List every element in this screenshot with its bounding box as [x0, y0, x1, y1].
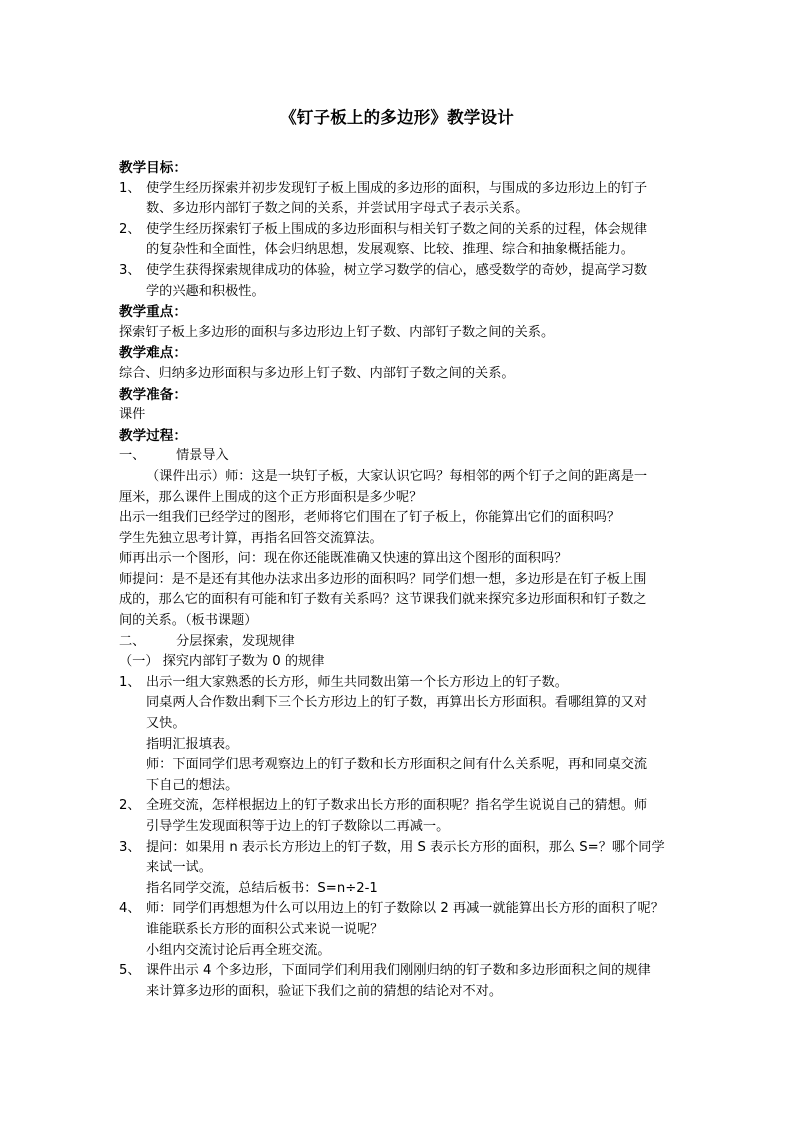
- text-line: 厘米，那么课件上围成的这个正方形面积是多少呢？: [119, 489, 423, 505]
- section-number: 一、: [119, 448, 146, 464]
- subsection-number: （一）: [119, 654, 159, 670]
- item-number: 2、: [119, 221, 141, 237]
- text-line: 使学生经历探索钉子板上围成的多边形面积与相关钉子数之间的关系的过程，体会规律: [146, 221, 648, 237]
- section-heading: [119, 446, 679, 467]
- text-line: 使学生获得探索规律成功的体验，树立学习数学的信心，感受数学的奇妙，提高学习数: [146, 262, 648, 278]
- objective-item: [119, 261, 679, 302]
- document-body: [119, 158, 679, 1002]
- text-line: 使学生经历探索并初步发现钉子板上围成的多边形的面积，与围成的多边形边上的钉子: [146, 180, 648, 196]
- section-number: 二、: [119, 633, 146, 649]
- step-item: [119, 796, 679, 837]
- step-item: [119, 838, 679, 900]
- text-line: 间的关系。（板书课题）: [119, 613, 258, 629]
- item-number: 1、: [119, 180, 141, 196]
- step-item: [119, 899, 679, 961]
- text-line: 提问：如果用 n 表示长方形边上的钉子数，用 S 表示长方形的面积，那么 S=？哪个同学: [146, 839, 665, 855]
- preparation-text: 课件: [119, 407, 146, 423]
- subsection-title: 探究内部钉子数为 0 的规律: [162, 654, 325, 670]
- step-number: 1、: [119, 674, 141, 690]
- process-heading: 教学过程：: [119, 427, 187, 444]
- text-line: 师提问：是不是还有其他办法求出多边形的面积吗？同学们想一想，多边形是在钉子板上围: [119, 571, 647, 587]
- difficulty-text: 综合、归纳多边形面积与多边形上钉子数、内部钉子数之间的关系。: [119, 365, 515, 381]
- section-title: 分层探索，发现规律: [176, 633, 295, 649]
- step-number: 3、: [119, 839, 141, 855]
- text-line: 数、多边形内部钉子数之间的关系，并尝试用字母式子表示关系。: [146, 201, 529, 217]
- text-line: 来计算多边形的面积，验证下我们之前的猜想的结论对不对。: [146, 983, 503, 999]
- difficulty-heading: 教学难点：: [119, 345, 187, 362]
- text-line: 学生先独立思考计算，再指名回答交流算法。: [119, 530, 383, 546]
- objective-item: [119, 179, 679, 220]
- step-number: 4、: [119, 901, 141, 917]
- text-line: 课件出示 4 个多边形，下面同学们利用我们刚刚归纳的钉子数和多边形面积之间的规律: [146, 963, 651, 979]
- text-line: 的复杂性和全面性，体会归纳思想，发展观察、比较、推理、综合和抽象概括能力。: [146, 242, 634, 258]
- preparation-heading: 教学准备：: [119, 386, 187, 403]
- step-item: [119, 673, 679, 797]
- text-line: 指明汇报填表。: [146, 736, 239, 752]
- text-line: 来试一试。: [146, 860, 212, 876]
- objective-item: [119, 220, 679, 261]
- text-line: 指名同学交流，总结后板书：S=n÷2-1: [146, 880, 378, 896]
- subsection-heading: [119, 652, 679, 673]
- text-line: 同桌两人合作数出剩下三个长方形边上的钉子数，再算出长方形面积。看哪组算的又对: [146, 695, 648, 711]
- item-number: 3、: [119, 262, 141, 278]
- text-line: 师再出示一个图形，问：现在你还能既准确又快速的算出这个图形的面积吗？: [119, 551, 568, 567]
- section-heading: [119, 632, 679, 653]
- text-line: 学的兴趣和积极性。: [146, 283, 265, 299]
- text-line: 下自己的想法。: [146, 777, 239, 793]
- text-line: （课件出示）师：这是一块钉子板，大家认识它吗？每相邻的两个钉子之间的距离是一: [146, 468, 648, 484]
- text-line: 成的，那么它的面积有可能和钉子数有关系吗？这节课我们就来探究多边形面积和钉子数之: [119, 592, 647, 608]
- step-number: 2、: [119, 798, 141, 814]
- text-line: 出示一组我们已经学过的图形，老师将它们围在了钉子板上，你能算出它们的面积吗？: [119, 510, 621, 526]
- text-line: 出示一组大家熟悉的长方形，师生共同数出第一个长方形边上的钉子数。: [146, 674, 568, 690]
- text-line: 引导学生发现面积等于边上的钉子数除以二再减一。: [146, 819, 450, 834]
- text-line: 又快。: [146, 716, 186, 732]
- text-line: 师：下面同学们思考观察边上的钉子数和长方形面积之间有什么关系呢，再和同桌交流: [146, 757, 648, 773]
- step-item: [119, 961, 679, 1002]
- key-point-text: 探索钉子板上多边形的面积与多边形边上钉子数、内部钉子数之间的关系。: [119, 324, 555, 340]
- objectives-heading: 教学目标：: [119, 160, 187, 176]
- text-line: 谁能联系长方形的面积公式来说一说呢？: [146, 921, 384, 937]
- key-point-heading: 教学重点：: [119, 304, 187, 321]
- text-line: 全班交流，怎样根据边上的钉子数求出长方形的面积呢？指名学生说说自己的猜想。师: [146, 798, 648, 814]
- step-number: 5、: [119, 963, 141, 979]
- section-title: 情景导入: [176, 448, 229, 464]
- text-line: 小组内交流讨论后再全班交流。: [146, 942, 331, 958]
- text-line: 师：同学们再想想为什么可以用边上的钉子数除以 2 再减一就能算出长方形的面积了呢？: [146, 901, 664, 917]
- document-title: 《钉子板上的多边形》教学设计: [280, 108, 514, 127]
